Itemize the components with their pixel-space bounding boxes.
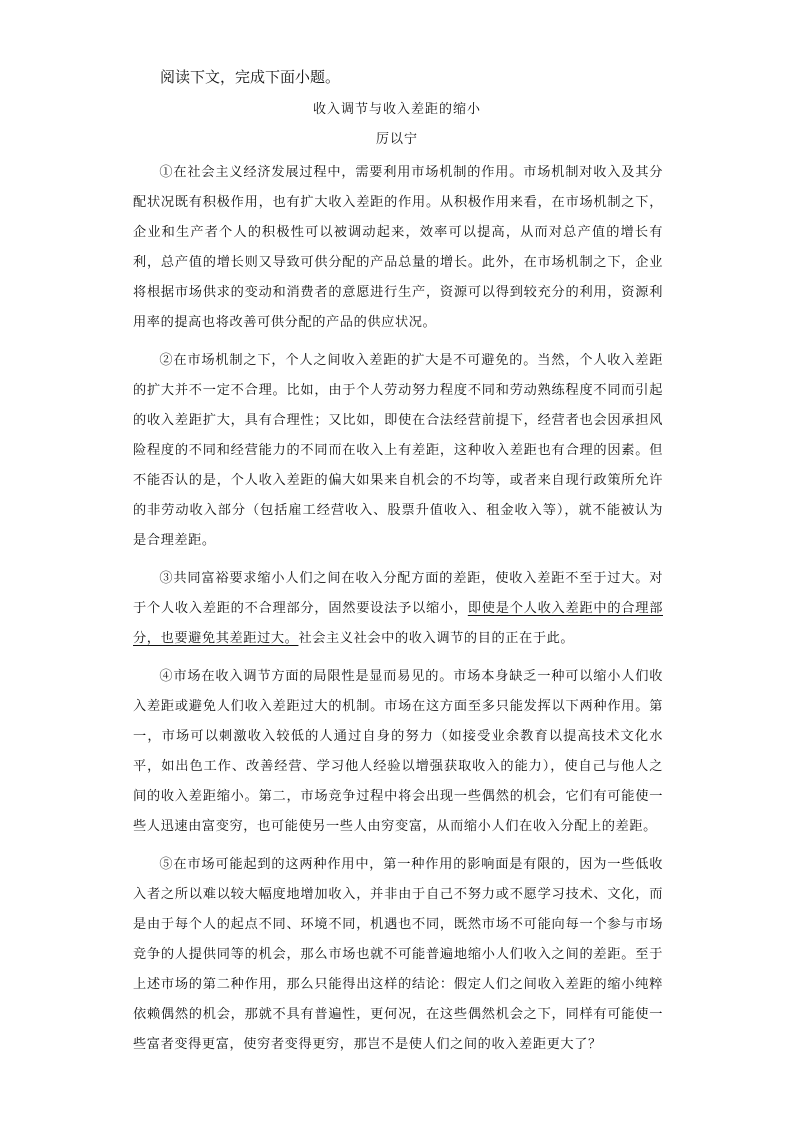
paragraph-2: ②在市场机制之下，个人之间收入差距的扩大是不可避免的。当然，个人收入差距的扩大并不一定不合理。比如，由于个人劳动努力程度不同和劳动熟练程度不同而引起的收入差距扩大，具有合理性；又比如，即使在合法经营前提下，经营者也会因承担风险程度的不同和经营能力的不同而在收入上有差距，这种收入差距也有合理的因素。但不能否认的是，个人收入差距的偏大如果来自机会的不均等，或者来自现行政策所允许的非劳动收入部分（包括雇工经营收入、股票升值收入、租金收入等），就不能被认为是合理差距。 — [133, 353, 663, 548]
underlined-sentence: 即使是个人收入差距中的合理部分，也要避免其差距过大。 — [133, 601, 663, 646]
paragraph-3-after: 社会主义社会中的收入调节的目的正在于此。 — [298, 631, 575, 646]
article-body — [133, 158, 663, 1068]
paragraph-3 — [133, 564, 663, 654]
paragraph-1: ①在社会主义经济发展过程中，需要利用市场机制的作用。市场机制对收入及其分配状况既有积极作用，也有扩大收入差距的作用。从积极作用来看，在市场机制之下，企业和生产者个人的积极性可以被调动起来，效率可以提高，从而对总产值的增长有利，总产值的增长则又导致可供分配的产品总量的增长。此外，在市场机制之下，企业将根据市场供求的变动和消费者的意愿进行生产，资源可以得到较充分的利用，资源利用率的提高也将改善可供分配的产品的供应状况。 — [133, 165, 663, 330]
paragraph-5: ⑤在市场可能起到的这两种作用中，第一种作用的影响面是有限的，因为一些低收入者之所以难以较大幅度地增加收入，并非由于自己不努力或不愿学习技术、文化，而是由于每个人的起点不同、环境不同，机遇也不同，既然市场不可能向每一个参与市场竞争的人提供同等的机会，那么市场也就不可能普遍地缩小人们收入之间的差距。至于上述市场的第二种作用，那么只能得出这样的结论：假定人们之间收入差距的缩小纯粹依赖偶然的机会，那就不具有普遍性，更何况，在这些偶然机会之下，同样有可能使一些富者变得更富，使穷者变得更穷，那岂不是使人们之间的收入差距更大了？ — [133, 857, 663, 1052]
article-title: 收入调节与收入差距的缩小 — [312, 102, 481, 117]
article-author: 厉以宁 — [375, 132, 418, 147]
paragraph-3-before: ③共同富裕要求缩小人们之间在收入分配方面的差距，使收入差距不至于过大。对于个人收入差距的不合理部分，固然要设法予以缩小， — [133, 571, 663, 616]
paragraph-4: ④市场在收入调节方面的局限性是显而易见的。市场本身缺乏一种可以缩小人们收入差距或避免人们收入差距过大的机制。市场在这方面至多只能发挥以下两种作用。第一，市场可以刺激收入较低的人通过自身的努力（如接受业余教育以提高技术文化水平，如出色工作、改善经营、学习他人经验以增强获取收入的能力），使自己与他人之间的收入差距缩小。第二，市场竞争过程中将会出现一些偶然的机会，它们有可能使一些人迅速由富变穷，也可能使另一些人由穷变富，从而缩小人们在收入分配上的差距。 — [133, 669, 663, 834]
question-instruction: 阅读下文，完成下面小题。 — [160, 68, 341, 86]
